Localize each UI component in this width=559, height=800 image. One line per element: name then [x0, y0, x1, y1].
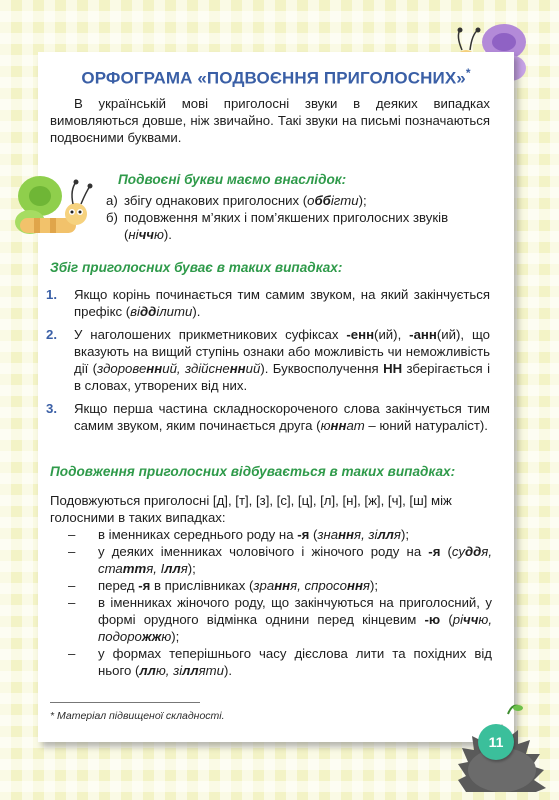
- list-item: а) збігу однакових приголосних (оббігти);: [106, 193, 367, 208]
- page-title: ОРФОГРАМА «ПОДВОЄННЯ ПРИГОЛОСНИХ»*: [81, 66, 471, 88]
- list-item: – в іменниках середнього роду на -я (знання, зілля);: [68, 527, 409, 542]
- section1-list: [46, 286, 490, 440]
- page-number-badge: 11: [478, 724, 514, 760]
- intro-paragraph: В українській мові приголосні звуки в деяких випадках вимовляються довше, ніж звичайно. Такі звуки на письмі позначаються подвоєними буквами.: [50, 96, 490, 145]
- list-item: б) подовження м’яких і пом’якшених приголосних звуків (ніччю).: [106, 210, 449, 242]
- section2-heading: Подовження приголосних відбувається в таких випадках:: [50, 464, 456, 479]
- doubled-letters-heading: Подвоєні букви маємо внаслідок:: [118, 172, 347, 187]
- content-sheet: [38, 52, 514, 742]
- list-item: 1. Якщо корінь починається тим самим звуком, на який закінчується префікс (відділити).: [46, 287, 490, 319]
- section2-lead: Подовжуються приголосні [д], [т], [з], [с], [ц], [л], [н], [ж], [ч], [ш] між голосними в таких випадках:: [50, 493, 452, 525]
- list-item: 3. Якщо перша частина складноскороченого слова закінчується тим самим звуком, яким починається друга (юннат – юний натураліст).: [46, 401, 490, 433]
- list-item: 2. У наголошених прикметникових суфіксах -енн(ий), -анн(ий), що вказують на вищий ступінь ознаки або можливість чи неможливість дії (здоровенний, здійсненний). Буквосполучення НН зберігається і в словах, утворених від них.: [46, 327, 490, 393]
- section2-list: [68, 526, 492, 679]
- list-item: – у формах теперішнього часу дієслова лити та похідних від нього (ллю, зілляти).: [68, 646, 492, 678]
- doubled-letters-list: [106, 192, 490, 243]
- list-item: – в іменниках жіночого роду, що закінчуються на приголосний, у формі орудного відмінка однини перед кінцевим -ю (річчю, подорожжю);: [68, 595, 492, 644]
- footnote: * Матеріал підвищеної складності.: [50, 710, 225, 722]
- list-item: – перед -я в прислівниках (зрання, спросоння);: [68, 578, 379, 593]
- footnote-divider: [50, 702, 200, 703]
- list-item: – у деяких іменниках чоловічого і жіночого роду на -я (суддя, стаття, Ілля);: [68, 544, 492, 576]
- butterfly-left-icon: [6, 168, 94, 250]
- title-footnote-mark: *: [465, 66, 471, 80]
- section1-heading: Збіг приголосних буває в таких випадках:: [50, 260, 343, 275]
